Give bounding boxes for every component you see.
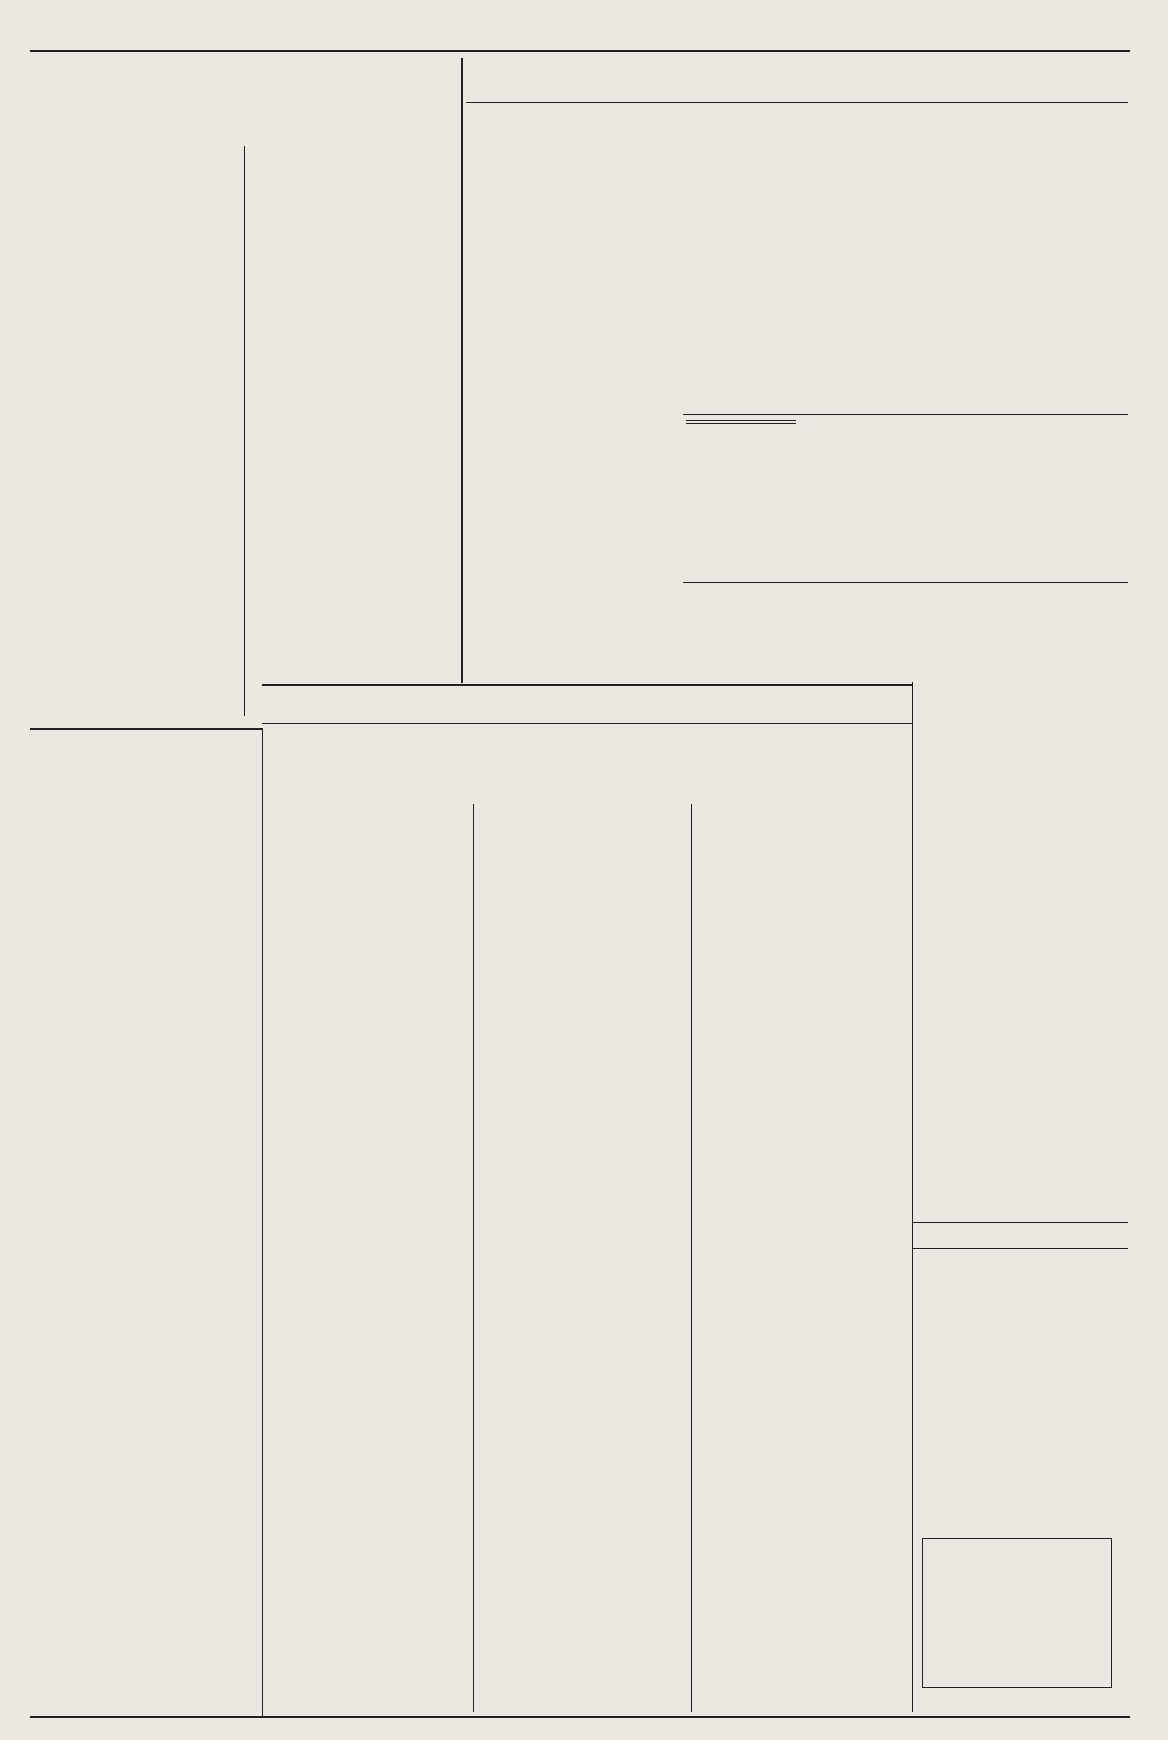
endurance-column-2 <box>918 622 1122 1200</box>
intl-column-2 <box>250 146 450 686</box>
hostels-title-rule <box>466 102 1128 103</box>
sport-column-2 <box>896 454 1120 554</box>
hostels-column-2 <box>683 108 888 410</box>
footer-top-rule <box>30 1716 1130 1718</box>
editor-top-rule <box>912 1222 1128 1223</box>
footer-schedule <box>36 1719 272 1739</box>
footer-address <box>280 1719 1116 1739</box>
masthead-rule <box>30 50 1130 52</box>
belgium-right-rule <box>262 728 263 1716</box>
belgium-top-rule <box>30 728 262 730</box>
belgium-column <box>38 826 252 1686</box>
antireligion-rubric-rule <box>262 723 912 724</box>
left-section-divider <box>461 58 463 683</box>
endurance-column-1 <box>683 622 888 678</box>
intl-divider <box>244 146 245 716</box>
kino-list <box>920 1288 1122 1293</box>
job-ad-box <box>922 1538 1112 1688</box>
editor-bottom-rule <box>912 1248 1128 1249</box>
intl-column-1 <box>38 146 238 726</box>
antireligion-top-rule <box>262 684 912 686</box>
sport-top-rule <box>683 414 1128 415</box>
antireligion-column-2 <box>479 804 685 1714</box>
masthead <box>28 28 1128 50</box>
antireligion-column-3 <box>697 804 905 1684</box>
hostels-column-3 <box>896 108 1120 368</box>
hostels-column-1 <box>470 108 675 688</box>
sport-rubric <box>686 420 796 424</box>
sport-column-1 <box>683 454 888 599</box>
antireligion-divider-2 <box>691 804 692 1712</box>
right-column-divider <box>912 682 913 1712</box>
antireligion-divider-1 <box>473 804 474 1712</box>
antireligion-column-1 <box>270 804 468 1714</box>
endurance-top-rule <box>683 582 1128 583</box>
